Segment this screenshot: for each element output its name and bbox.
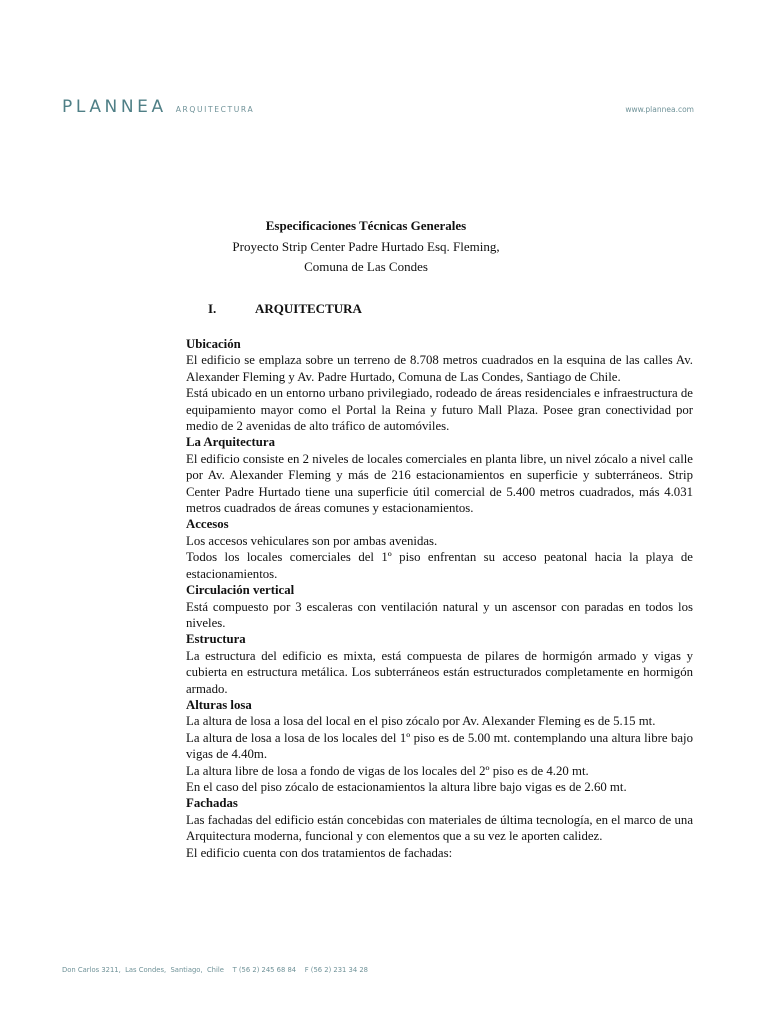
subsection-title-accesos: Accesos bbox=[186, 517, 229, 532]
paragraph: En el caso del piso zócalo de estacionamientos la altura libre bajo vigas es de 2.60 mt. bbox=[186, 779, 627, 794]
paragraph: El edificio consiste en 2 niveles de locales comerciales en planta libre, un nivel zócalo a nivel calle por Av. Alexander Fleming y más de 216 estacionamientos en superficie y subterráneos. Strip Center Padre Hurtado tiene una superficie útil comercial de 5.400 metros cuadrados, más 4.031 metros cuadrados de áreas comunes y estacionamientos. bbox=[186, 451, 693, 516]
document-subtitle-line-1: Proyecto Strip Center Padre Hurtado Esq. Fleming, bbox=[232, 239, 500, 254]
subsection-title-arquitectura: La Arquitectura bbox=[186, 435, 275, 450]
subsection-title-alturas: Alturas losa bbox=[186, 697, 252, 712]
paragraph: El edificio se emplaza sobre un terreno de 8.708 metros cuadrados en la esquina de las calles Av. Alexander Fleming y Av. Padre Hurtado, Comuna de Las Condes, Santiago de Chile. bbox=[186, 353, 693, 384]
paragraph: Los accesos vehiculares son por ambas avenidas. bbox=[186, 533, 438, 548]
document-heading bbox=[180, 216, 552, 277]
paragraph: La altura de losa a losa del local en el piso zócalo por Av. Alexander Fleming es de 5.15 mt. bbox=[186, 714, 656, 729]
section-title: ARQUITECTURA bbox=[255, 301, 362, 316]
brand-subtitle: ARQUITECTURA bbox=[175, 105, 255, 114]
paragraph: La estructura del edificio es mixta, está compuesta de pilares de hormigón armado y vigas y cubierta en estructura metálica. Los subterráneos están estructurados completamente en hormigón armado. bbox=[186, 648, 693, 696]
paragraph: Todos los locales comerciales del 1º piso enfrentan su acceso peatonal hacia la playa de estacionamientos. bbox=[186, 550, 693, 581]
subsection-title-estructura: Estructura bbox=[186, 632, 246, 647]
paragraph: El edificio cuenta con dos tratamientos de fachadas: bbox=[186, 845, 453, 860]
brand-name: PLANNEA bbox=[62, 97, 167, 117]
document-title: Especificaciones Técnicas Generales bbox=[265, 218, 467, 233]
paragraph: La altura de losa a losa de los locales del 1º piso es de 5.00 mt. contemplando una altura libre bajo vigas de 4.40m. bbox=[186, 730, 693, 762]
website-text: www.plannea.com bbox=[625, 105, 694, 114]
document-subtitle-line-2: Comuna de Las Condes bbox=[304, 259, 428, 274]
paragraph: Las fachadas del edificio están concebidas con materiales de última tecnología, en el marco de una Arquitectura moderna, funcional y con elementos que a su vez le aporten calidez. bbox=[186, 812, 693, 844]
paragraph: La altura libre de losa a fondo de vigas de los locales del 2º piso es de 4.20 mt. bbox=[186, 763, 589, 778]
section-number: I. bbox=[208, 301, 217, 316]
document-body bbox=[186, 336, 693, 861]
letterhead-logo bbox=[62, 97, 254, 117]
section-heading bbox=[208, 300, 362, 318]
subsection-title-fachadas: Fachadas bbox=[186, 796, 238, 811]
subsection-title-circulacion: Circulación vertical bbox=[186, 583, 295, 598]
paragraph: Está compuesto por 3 escaleras con ventilación natural y un ascensor con paradas en todos los niveles. bbox=[186, 599, 693, 630]
subsection-title-ubicacion: Ubicación bbox=[186, 337, 241, 351]
paragraph: Está ubicado en un entorno urbano privilegiado, rodeado de áreas residenciales e infraestructura de equipamiento mayor como el Portal la Reina y futuro Mall Plaza. Posee gran conectividad por medio de 2 avenidas de alto tráfico de automóviles. bbox=[186, 386, 693, 434]
footer-address: Don Carlos 3211, Las Condes, Santiago, Chile T (56 2) 245 68 84 F (56 2) 231 34 28 bbox=[62, 966, 368, 974]
